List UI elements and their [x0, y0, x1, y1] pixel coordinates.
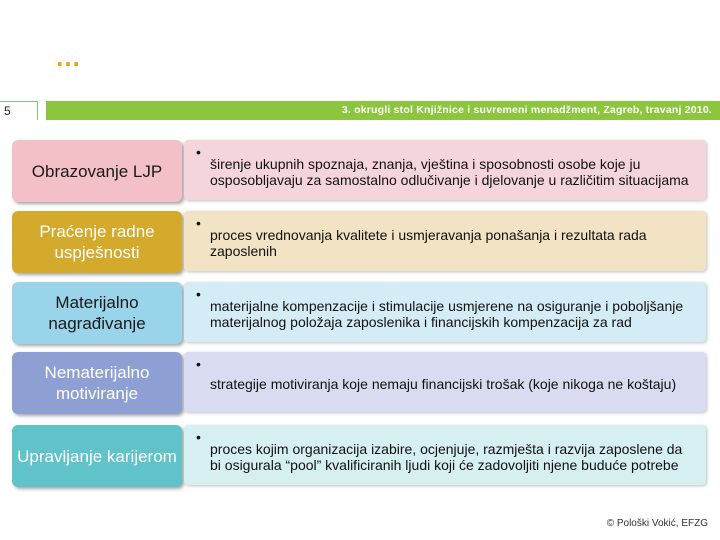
footer-credit: © Pološki Vokić, EFZG: [606, 518, 708, 529]
bullet-icon: •: [196, 356, 201, 372]
slide-number: 5: [0, 101, 38, 120]
row-label: Praćenje radne uspješnosti: [12, 211, 182, 273]
row-label: Obrazovanje LJP: [12, 140, 182, 202]
row-karijera: [12, 425, 706, 487]
row-label: Materijalno nagrađivanje: [12, 282, 182, 344]
row-label: Upravljanje karijerom: [12, 425, 182, 487]
row-text: proces kojim organizacija izabire, ocjenjuje, razmješta i razvija zaposlene da bi osigurala “pool” kvalificiranih ljudi koji će zadovoljiti njene buduće potrebe: [210, 441, 683, 473]
row-text: materijalne kompenzacije i stimulacije usmjerene na osiguranje i poboljšanje materijalnog položaja zaposlenika i financijskih kompenzacija za rad: [210, 298, 684, 330]
row-content: [184, 352, 706, 412]
row-label: Nematerijalno motiviranje: [12, 352, 182, 414]
row-content: [184, 282, 706, 342]
bullet-icon: •: [196, 429, 201, 445]
row-obrazovanje: [12, 140, 706, 202]
bullet-icon: •: [196, 215, 201, 231]
row-nematerijalno: [12, 352, 706, 414]
row-content: [184, 425, 706, 485]
row-text: proces vrednovanja kvalitete i usmjeravanja ponašanja i rezultata rada zaposlenih: [210, 227, 647, 259]
bullet-icon: •: [196, 144, 201, 160]
row-materijalno: [12, 282, 706, 344]
row-pracenje: [12, 211, 706, 273]
row-content: [184, 211, 706, 271]
row-content: [184, 140, 706, 200]
header-bar: 3. okrugli stol Knjižnice i suvremeni menadžment, Zagreb, travanj 2010.: [46, 101, 720, 120]
row-text: strategije motiviranja koje nemaju financijski trošak (koje nikoga ne koštaju): [210, 376, 677, 392]
slide-title: …: [55, 42, 82, 72]
bullet-icon: •: [196, 286, 201, 302]
row-text: širenje ukupnih spoznaja, znanja, vještina i sposobnosti osobe koje ju osposobljavaju za samostalno odlučivanje i djelovanje u različitim situacijama: [210, 156, 689, 188]
